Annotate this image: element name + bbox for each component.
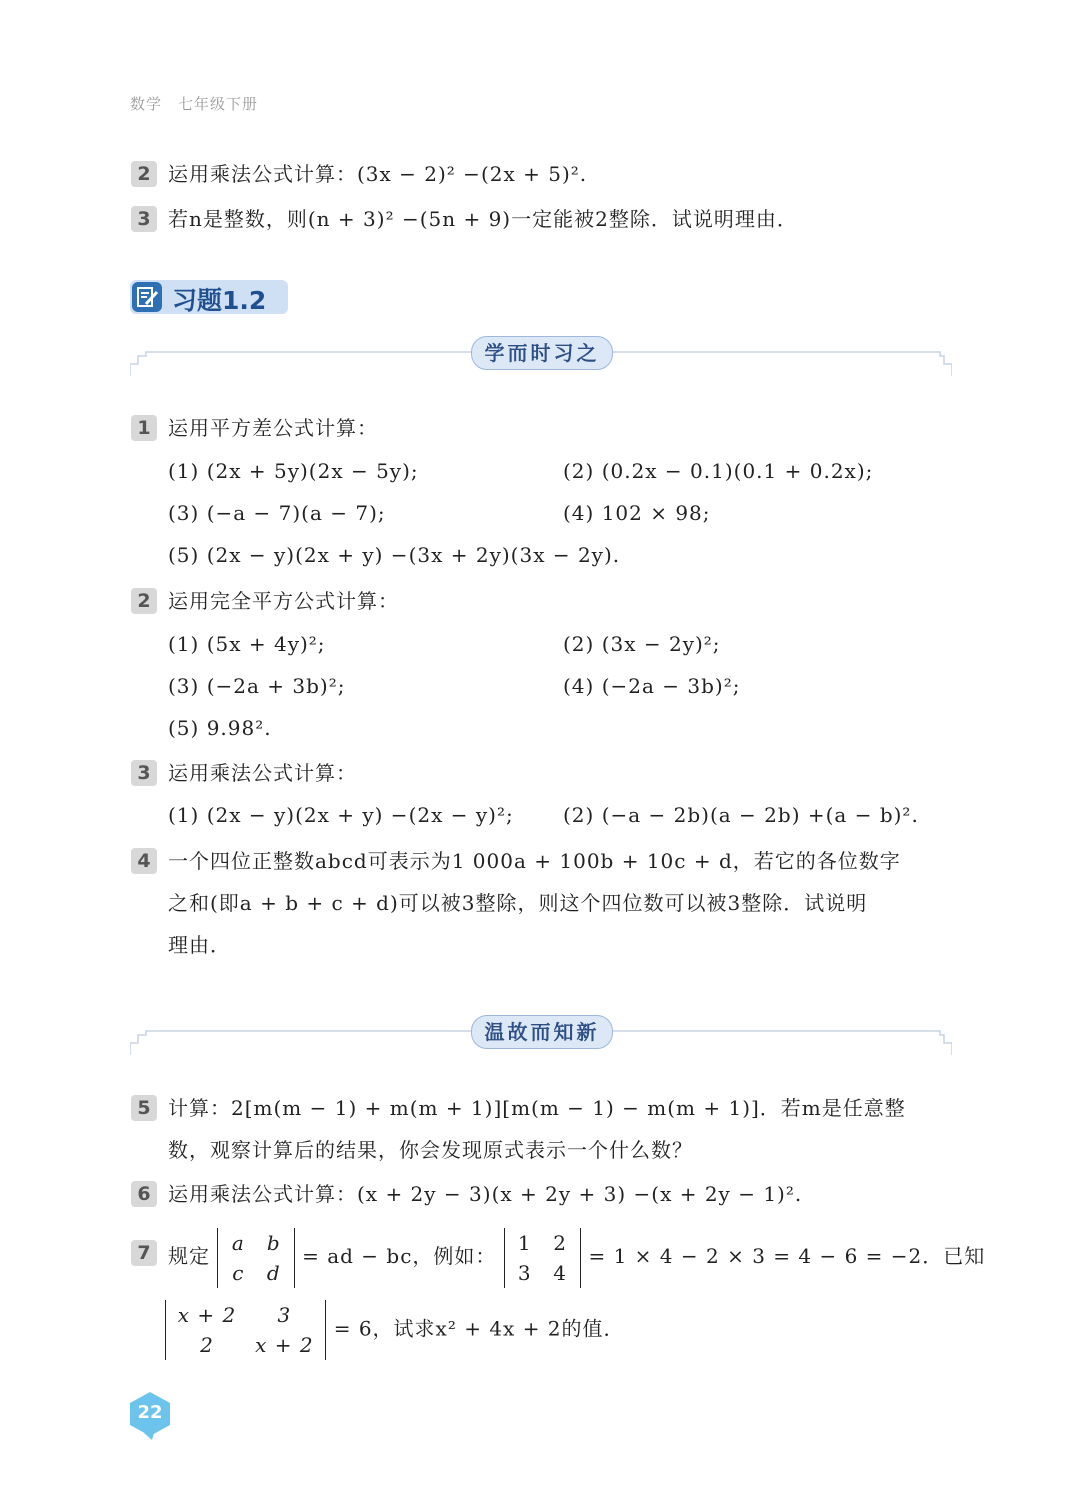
exercise-heading xyxy=(130,280,288,314)
question-prompt: 运用平方差公式计算： xyxy=(168,416,378,440)
section-label: 学而时习之 xyxy=(471,336,613,370)
det-entry: x + 2 xyxy=(255,1333,314,1357)
page-number-badge xyxy=(128,1392,172,1436)
section-band xyxy=(130,1015,952,1075)
det-entry: 1 xyxy=(517,1230,532,1255)
question-part: (5) (2x − y)(2x + y) −(3x + 2y)(3x − 2y). xyxy=(168,543,621,567)
question-number: 2 xyxy=(131,588,157,614)
definition-label: 规定 xyxy=(168,1244,210,1268)
question-number: 7 xyxy=(131,1240,157,1266)
det-entry: x + 2 xyxy=(177,1303,237,1327)
question-tail: = 6，试求x² + 4x + 2的值． xyxy=(333,1316,625,1341)
det-entry: 4 xyxy=(553,1260,567,1285)
question-text: 之和(即a + b + c + d)可以被3整除，则这个四位数可以被3整除．试说明 xyxy=(168,891,868,915)
det-entry: b xyxy=(266,1230,281,1255)
section-label: 温故而知新 xyxy=(471,1015,613,1049)
question-text xyxy=(165,1300,625,1360)
question-part: (1) (2x − y)(2x + y) −(2x − y)²; xyxy=(168,803,514,827)
item-text: 若n是整数，则(n + 3)² −(5n + 9)一定能被2整除．试说明理由． xyxy=(168,207,798,231)
determinant-given xyxy=(165,1300,326,1360)
question-part: (3) (−a − 7)(a − 7); xyxy=(168,501,386,525)
question-part: (2) (3x − 2y)²; xyxy=(563,632,721,656)
question-text: 数，观察计算后的结果，你会发现原式表示一个什么数？ xyxy=(168,1138,693,1162)
header-subject: 数学 xyxy=(130,95,163,113)
question-number: 3 xyxy=(131,760,157,786)
question-text: 一个四位正整数abcd可表示为1 000a + 100b + 10c + d，若它的各位数字 xyxy=(168,849,901,873)
question-prompt: 运用乘法公式计算： xyxy=(168,761,357,785)
question-text: 计算：2[m(m − 1) + m(m + 1)][m(m − 1) − m(m + 1)]．若m是任意整 xyxy=(168,1096,906,1120)
header-grade: 七年级下册 xyxy=(178,95,259,113)
pencil-note-icon xyxy=(132,282,162,312)
exercise-title: 习题1.2 xyxy=(172,286,267,315)
question-part: (2) (0.2x − 0.1)(0.1 + 0.2x); xyxy=(563,459,874,483)
question-text: 运用乘法公式计算：(x + 2y − 3)(x + 2y + 3) −(x + 2y − 1)². xyxy=(168,1182,803,1206)
section-band xyxy=(130,336,952,396)
question-number: 4 xyxy=(131,848,157,874)
question-prompt: 运用完全平方公式计算： xyxy=(168,589,399,613)
item-text: 运用乘法公式计算：(3x − 2)² −(2x + 5)². xyxy=(168,162,588,186)
det-entry: a xyxy=(231,1230,245,1255)
det-entry: 3 xyxy=(277,1303,292,1327)
question-part: (4) (−2a − 3b)²; xyxy=(563,674,741,698)
definition-rhs: = ad − bc，例如： xyxy=(302,1244,497,1268)
det-entry: c xyxy=(232,1260,245,1285)
determinant xyxy=(217,1228,294,1288)
running-header xyxy=(130,93,258,114)
item-number: 2 xyxy=(131,161,157,187)
question-part: (1) (2x + 5y)(2x − 5y); xyxy=(168,459,419,483)
det-entry: 2 xyxy=(553,1230,567,1255)
question-part: (1) (5x + 4y)²; xyxy=(168,632,326,656)
det-entry: d xyxy=(266,1260,281,1285)
question-part: (2) (−a − 2b)(a − 2b) +(a − b)². xyxy=(563,803,919,827)
det-entry: 2 xyxy=(200,1333,214,1357)
question-number: 5 xyxy=(131,1095,157,1121)
question-part: (3) (−2a + 3b)²; xyxy=(168,674,346,698)
question-number: 1 xyxy=(131,415,157,441)
question-text: 理由． xyxy=(168,933,231,957)
example-rhs: = 1 × 4 − 2 × 3 = 4 − 6 = −2．已知 xyxy=(588,1244,986,1268)
item-number: 3 xyxy=(131,206,157,232)
question-part: (4) 102 × 98; xyxy=(563,501,711,525)
page-number: 22 xyxy=(137,1402,163,1423)
determinant-example xyxy=(504,1228,581,1288)
question-part: (5) 9.98². xyxy=(168,716,272,740)
det-entry: 3 xyxy=(517,1260,532,1285)
question-number: 6 xyxy=(131,1181,157,1207)
question-text xyxy=(168,1226,985,1288)
